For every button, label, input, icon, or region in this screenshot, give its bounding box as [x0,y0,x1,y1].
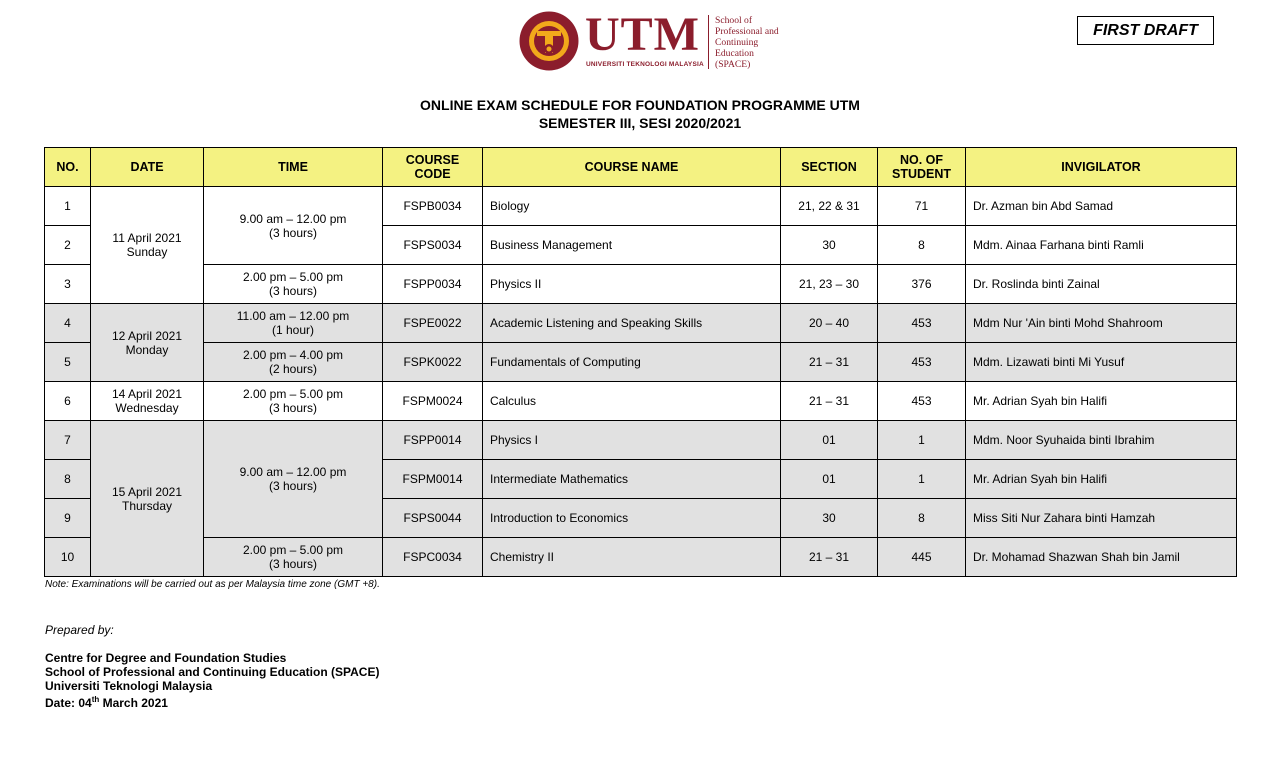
header-date: DATE [91,148,204,187]
cell-course-code: FSPM0024 [383,382,483,421]
cell-time [204,187,383,265]
cell-no: 9 [45,499,91,538]
cell-section: 30 [781,226,878,265]
timezone-note: Note: Examinations will be carried out as per Malaysia time zone (GMT +8). [45,579,380,590]
table-row [45,187,1237,226]
cell-invigilator: Dr. Roslinda binti Zainal [966,265,1237,304]
cell-course-code: FSPP0034 [383,265,483,304]
prepared-by-label: Prepared by: [45,623,114,637]
cell-course-code: FSPC0034 [383,538,483,577]
cell-invigilator: Miss Siti Nur Zahara binti Hamzah [966,499,1237,538]
cell-course-name: Chemistry II [483,538,781,577]
cell-students: 453 [878,304,966,343]
first-draft-badge: FIRST DRAFT [1077,16,1214,45]
school-line: Professional and [715,26,779,37]
cell-date [91,382,204,421]
time-duration: (2 hours) [268,362,318,376]
cell-course-name: Physics II [483,265,781,304]
cell-date [91,421,204,577]
cell-students: 453 [878,343,966,382]
cell-time [204,265,383,304]
utm-logo-subtitle: UNIVERSITI TEKNOLOGI MALAYSIA [586,61,704,68]
cell-course-code: FSPB0034 [383,187,483,226]
school-line: (SPACE) [715,59,751,70]
cell-course-name: Fundamentals of Computing [483,343,781,382]
date-text: 14 April 2021 [111,387,183,401]
time-duration: (3 hours) [268,401,318,415]
cell-section: 21, 23 – 30 [781,265,878,304]
cell-invigilator: Mdm. Lizawati binti Mi Yusuf [966,343,1237,382]
date-prefix: Date: 04 [45,696,92,710]
table-row [45,304,1237,343]
date-ordinal: th [91,695,100,704]
header-time: TIME [204,148,383,187]
cell-course-name: Academic Listening and Speaking Skills [483,304,781,343]
cell-no: 2 [45,226,91,265]
school-line: Education [715,48,754,59]
date-text: 12 April 2021 [111,328,183,343]
table-row [45,343,1237,382]
cell-time [204,343,383,382]
cell-no: 6 [45,382,91,421]
cell-students: 445 [878,538,966,577]
school-line: School of [715,15,753,26]
time-duration: (3 hours) [268,479,318,493]
cell-no: 3 [45,265,91,304]
day-text: Thursday [121,498,173,513]
cell-course-code: FSPK0022 [383,343,483,382]
school-line: Continuing [715,37,759,48]
cell-date [91,304,204,382]
table-header-row [45,148,1237,187]
cell-students: 376 [878,265,966,304]
cell-students: 1 [878,421,966,460]
cell-students: 8 [878,499,966,538]
time-range: 2.00 pm – 5.00 pm [242,270,344,284]
org-line: School of Professional and Continuing Education (SPACE) [45,665,380,679]
cell-time [204,304,383,343]
table-row [45,382,1237,421]
time-range: 2.00 pm – 5.00 pm [242,543,344,557]
cell-section: 21 – 31 [781,538,878,577]
cell-course-code: FSPP0014 [383,421,483,460]
table-row [45,265,1237,304]
cell-students: 71 [878,187,966,226]
cell-course-name: Calculus [483,382,781,421]
cell-no: 4 [45,304,91,343]
cell-section: 21 – 31 [781,343,878,382]
cell-no: 7 [45,421,91,460]
time-range: 2.00 pm – 4.00 pm [242,348,344,362]
day-text: Sunday [126,245,168,259]
date-text: 11 April 2021 [112,231,182,245]
header-no: NO. [45,148,91,187]
time-range: 9.00 am – 12.00 pm [239,465,347,479]
logo-divider [708,15,709,69]
cell-course-name: Biology [483,187,781,226]
header-course-name: COURSE NAME [483,148,781,187]
cell-invigilator: Dr. Mohamad Shazwan Shah bin Jamil [966,538,1237,577]
exam-schedule-table [44,147,1237,577]
time-range: 11.00 am – 12.00 pm [236,309,350,323]
cell-invigilator: Mr. Adrian Syah bin Halifi [966,382,1237,421]
time-duration: (1 hour) [271,323,315,337]
time-duration: (3 hours) [268,225,318,240]
cell-no: 1 [45,187,91,226]
org-line: Universiti Teknologi Malaysia [45,679,213,693]
table-row [45,421,1237,460]
day-text: Wednesday [115,401,179,415]
cell-course-code: FSPM0014 [383,460,483,499]
cell-invigilator: Mdm Nur 'Ain binti Mohd Shahroom [966,304,1237,343]
cell-section: 21, 22 & 31 [781,187,878,226]
cell-students: 453 [878,382,966,421]
cell-section: 30 [781,499,878,538]
utm-seal-icon [519,11,579,71]
cell-no: 8 [45,460,91,499]
cell-course-code: FSPS0044 [383,499,483,538]
cell-no: 10 [45,538,91,577]
cell-course-code: FSPE0022 [383,304,483,343]
cell-no: 5 [45,343,91,382]
cell-time [204,538,383,577]
table-row [45,538,1237,577]
cell-section: 01 [781,421,878,460]
cell-course-name: Intermediate Mathematics [483,460,781,499]
cell-time [204,382,383,421]
header-students: NO. OF STUDENT [878,148,966,187]
cell-invigilator: Mdm. Noor Syuhaida binti Ibrahim [966,421,1237,460]
cell-invigilator: Dr. Azman bin Abd Samad [966,187,1237,226]
space-school-name [715,15,779,70]
cell-section: 21 – 31 [781,382,878,421]
header-invigilator: INVIGILATOR [966,148,1237,187]
cell-students: 8 [878,226,966,265]
cell-course-code: FSPS0034 [383,226,483,265]
utm-wordmark: UTM [585,8,700,61]
time-range: 2.00 pm – 5.00 pm [242,387,344,401]
cell-section: 20 – 40 [781,304,878,343]
day-text: Monday [125,342,169,357]
time-duration: (3 hours) [268,284,318,298]
header-section: SECTION [781,148,878,187]
date-text: 15 April 2021 [111,484,183,499]
cell-students: 1 [878,460,966,499]
preparer-organization [45,651,379,710]
cell-course-name: Introduction to Economics [483,499,781,538]
org-line: Centre for Degree and Foundation Studies [45,651,287,665]
cell-time [204,421,383,538]
prepared-date [45,693,379,710]
cell-course-name: Physics I [483,421,781,460]
document-title: ONLINE EXAM SCHEDULE FOR FOUNDATION PROGRAMME UTM [420,97,860,113]
cell-section: 01 [781,460,878,499]
cell-date [91,187,204,304]
time-range: 9.00 am – 12.00 pm [239,211,347,226]
cell-invigilator: Mdm. Ainaa Farhana binti Ramli [966,226,1237,265]
header-course-code: COURSE CODE [383,148,483,187]
cell-invigilator: Mr. Adrian Syah bin Halifi [966,460,1237,499]
cell-course-name: Business Management [483,226,781,265]
time-duration: (3 hours) [268,557,318,571]
document-subtitle: SEMESTER III, SESI 2020/2021 [538,115,742,131]
utm-logo [519,8,781,73]
date-suffix: March 2021 [99,696,168,710]
